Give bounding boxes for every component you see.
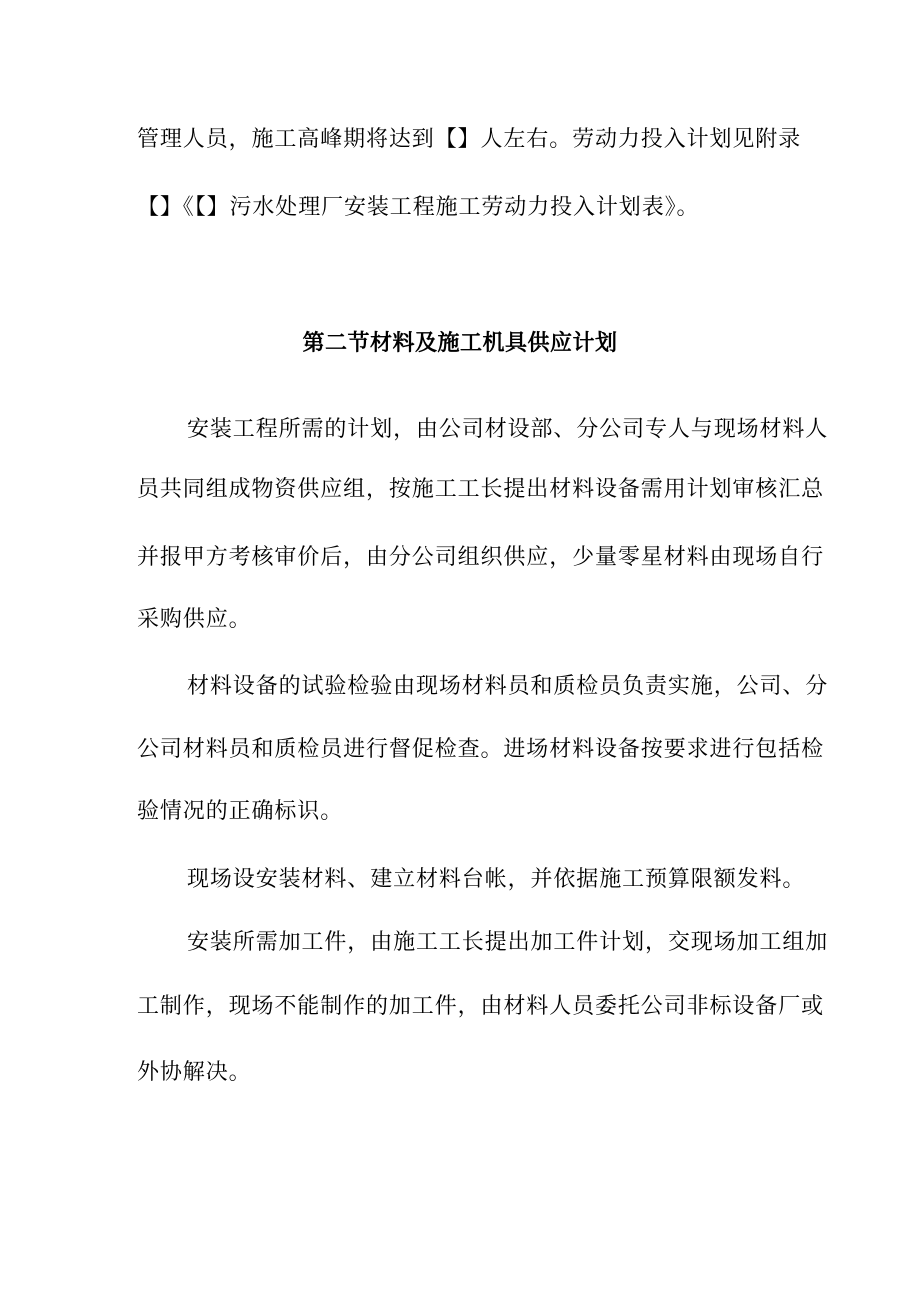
- paragraph-2-line-3: 验情况的正确标识。: [137, 799, 344, 824]
- paragraph-3-line-1: 现场设安装材料、建立材料台帐，并依据施工预算限额发料。: [187, 867, 806, 892]
- paragraph-4-line-2: 工制作，现场不能制作的加工件，由材料人员委托公司非标设备厂或: [137, 994, 825, 1019]
- paragraph-4-line-1: 安装所需加工件，由施工工长提出加工件计划，交现场加工组加: [187, 930, 829, 955]
- intro-line-1: 管理人员，施工高峰期将达到【】人左右。劳动力投入计划见附录: [137, 127, 802, 152]
- paragraph-1-line-2: 员共同组成物资供应组，按施工工长提出材料设备需用计划审核汇总: [137, 477, 825, 502]
- paragraph-2-line-1: 材料设备的试验检验由现场材料员和质检员负责实施，公司、分: [187, 674, 829, 699]
- paragraph-1-line-3: 并报甲方考核审价后，由分公司组织供应，少量零星材料由现场自行: [137, 545, 825, 570]
- paragraph-1-line-1: 安装工程所需的计划，由公司材设部、分公司专人与现场材料人: [187, 417, 829, 442]
- paragraph-1-line-4: 采购供应。: [137, 607, 252, 632]
- intro-line-2: 【】《【】污水处理厂安装工程施工劳动力投入计划表》。: [137, 195, 700, 220]
- section-heading: 第二节材料及施工机具供应计划: [302, 331, 618, 356]
- paragraph-2-line-2: 公司材料员和质检员进行督促检查。进场材料设备按要求进行包括检: [137, 737, 825, 762]
- paragraph-4-line-3: 外协解决。: [137, 1060, 252, 1085]
